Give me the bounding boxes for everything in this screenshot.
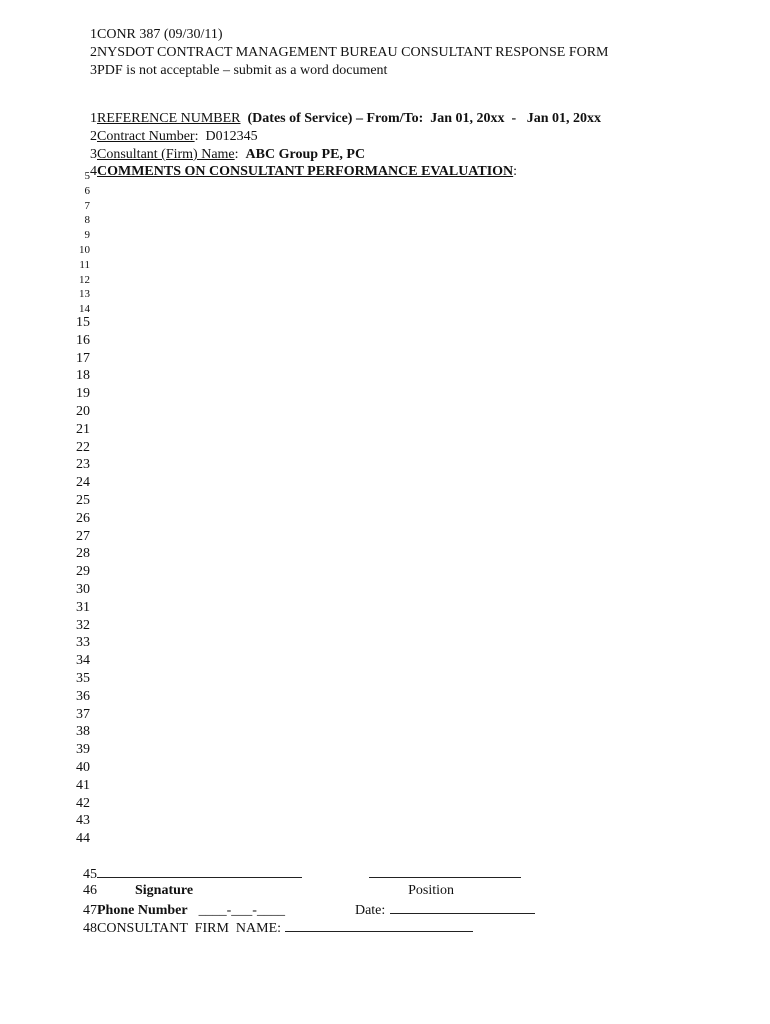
line-number: 40 [76,760,90,775]
line-number: 35 [76,671,90,686]
comment-line[interactable] [0,168,90,184]
line-number: 29 [76,564,90,580]
comment-line[interactable] [0,813,90,829]
firm-name-label: Consultant (Firm) Name [97,147,235,162]
line-number: 4 [90,164,97,179]
comment-line[interactable] [0,529,90,545]
line-number: 14 [79,303,90,316]
line-number: 20 [76,404,90,419]
line-number: 18 [76,368,90,384]
line-number: 6 [84,184,90,197]
contract-number-label: Contract Number [97,129,195,144]
date-to[interactable]: Jan 01, 20xx [526,111,602,126]
comment-line[interactable] [0,315,90,331]
comment-line[interactable] [0,457,90,473]
comment-line[interactable] [0,564,90,580]
contract-number-value[interactable]: D012345 [205,129,258,144]
line-number: 7 [84,199,90,212]
line-number: 45 [83,867,97,882]
line-number: 38 [76,724,90,740]
line-number: 48 [83,921,97,936]
comment-line[interactable] [0,368,90,384]
line-number: 23 [76,457,90,473]
form-title: NYSDOT CONTRACT MANAGEMENT BUREAU CONSULTANT RESPONSE FORM [97,45,609,60]
line-number: 3 [90,147,97,162]
consultant-firm-name-field[interactable] [285,919,473,932]
line-number: 30 [76,582,90,597]
phone-number-field[interactable]: ____-___-____ [198,903,285,918]
line-number: 15 [76,315,90,330]
line-number: 11 [79,258,90,271]
line-number: 3 [90,63,97,78]
firm-name-row [0,903,473,937]
line-number: 1 [90,111,97,126]
line-number: 10 [79,244,90,256]
date-from[interactable]: Jan 01, 20xx [430,111,505,126]
line-number: 24 [76,475,90,491]
signature-label: Signature [135,883,194,898]
line-number: 22 [76,439,90,455]
line-number: 34 [76,653,90,669]
line-number: 16 [76,332,90,348]
line-number: 5 [84,170,90,182]
position-label: Position [408,883,454,898]
comment-line[interactable] [0,831,90,847]
comment-line[interactable] [0,351,90,367]
comment-line[interactable] [0,422,90,438]
comment-line[interactable] [0,475,90,491]
reference-number-label: REFERENCE NUMBER [97,111,241,126]
comment-line[interactable] [0,582,90,598]
line-number: 39 [76,742,90,758]
line-number: 44 [76,831,90,847]
comment-line[interactable] [0,796,90,812]
comment-line[interactable] [0,183,90,199]
line-number: 26 [76,510,90,526]
contract-line: 2Contract Number: D012345 [0,113,258,145]
comment-line[interactable] [0,724,90,740]
comment-line[interactable] [0,707,90,723]
line-number: 21 [76,421,90,437]
line-number: 43 [76,813,90,829]
line-number: 31 [76,599,90,615]
instruction-line [0,47,387,79]
format-instruction: PDF is not acceptable – submit as a word document [97,63,388,78]
comment-line[interactable] [0,272,90,288]
line-number: 8 [84,214,90,227]
line-number: 36 [76,688,90,704]
line-number: 42 [76,795,90,811]
line-number: 12 [79,273,90,286]
comment-line[interactable] [0,671,90,687]
comment-line[interactable] [0,198,90,214]
comment-line[interactable] [0,386,90,402]
line-number: 32 [76,617,90,633]
comment-line[interactable] [0,440,90,456]
line-number: 46 [83,883,97,898]
line-number: 9 [84,229,90,242]
comment-line[interactable] [0,778,90,794]
consultant-firm-name-label: CONSULTANT FIRM NAME: [97,921,282,936]
comment-line[interactable] [0,493,90,509]
comment-line[interactable] [0,546,90,562]
line-number: 41 [76,777,90,793]
line-number: 2 [90,129,97,144]
line-number: 1 [90,27,97,42]
comment-line[interactable] [0,742,90,758]
comment-line[interactable] [0,227,90,243]
dates-of-service-label: (Dates of Service) – From/To: [247,111,424,126]
firm-name-value[interactable]: ABC Group PE, PC [245,147,366,162]
line-number: 33 [76,635,90,651]
comment-line[interactable] [0,600,90,616]
comment-line[interactable] [0,618,90,634]
line-number: 37 [76,706,90,722]
line-number: 25 [76,493,90,508]
date-separator: - [511,111,517,126]
form-code: CONR 387 (09/30/11) [97,27,223,42]
line-number: 19 [76,386,90,402]
line-number: 17 [76,350,90,366]
comment-line[interactable] [0,333,90,349]
comment-line[interactable] [0,212,90,228]
comments-heading: COMMENTS ON CONSULTANT PERFORMANCE EVALUATION [97,164,514,179]
comment-line[interactable] [0,286,90,302]
comment-line[interactable] [0,635,90,651]
comment-line[interactable] [0,760,90,776]
comment-line[interactable] [0,404,90,420]
comment-line[interactable] [0,257,90,273]
comment-line[interactable] [0,653,90,669]
phone-number-label: Phone Number [97,903,188,918]
comment-line[interactable] [0,689,90,705]
comment-line[interactable] [0,511,90,527]
comments-heading-line: 4COMMENTS ON CONSULTANT PERFORMANCE EVALUATION: [0,148,517,180]
line-number: 28 [76,546,90,562]
line-number: 27 [76,528,90,544]
line-number: 2 [90,45,97,60]
date-label: Date: [354,903,386,918]
line-number: 13 [79,288,90,301]
comment-line[interactable] [0,242,90,258]
firm-line: 3Consultant (Firm) Name: ABC Group PE, PC [0,131,365,163]
line-number: 47 [83,903,97,918]
